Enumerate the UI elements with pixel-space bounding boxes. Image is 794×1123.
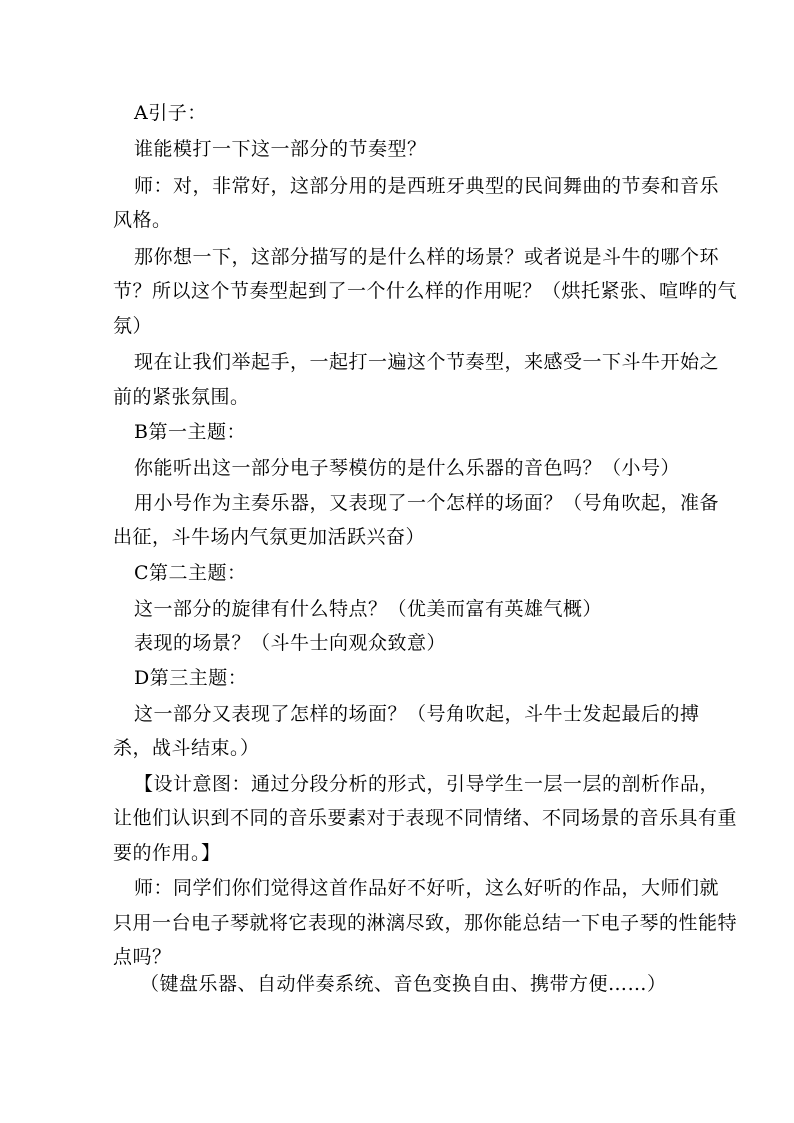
paragraph-line: 这一部分又表现了怎样的场面？（号角吹起，斗牛士发起最后的搏 — [134, 703, 700, 725]
paragraph-line: 现在让我们举起手，一起打一遍这个节奏型，来感受一下斗牛开始之 — [134, 351, 720, 373]
design-intent-line: 【设计意图：通过分段分析的形式，引导学生一层一层的剖析作品， — [134, 773, 720, 795]
paragraph-line: 谁能模打一下这一部分的节奏型？ — [134, 138, 427, 160]
paragraph-line: 出征，斗牛场内气氛更加活跃兴奋） — [113, 526, 426, 548]
paragraph-line: 那你想一下，这部分描写的是什么样的场景？或者说是斗牛的哪个环 — [134, 246, 720, 268]
paragraph-line: 师：对，非常好，这部分用的是西班牙典型的民间舞曲的节奏和音乐 — [134, 175, 720, 197]
design-intent-line: 要的作用。】 — [113, 842, 221, 864]
section-c-heading: C第二主题： — [134, 562, 247, 584]
paragraph-line: 这一部分的旋律有什么特点？（优美而富有英雄气概） — [134, 598, 603, 620]
paragraph-line: 师：同学们你们觉得这首作品好不好听，这么好听的作品，大师们就 — [134, 877, 720, 899]
summary-answer-line: （键盘乐器、自动伴奏系统、音色变换自由、携带方便……） — [140, 973, 667, 995]
paragraph-line: 点吗？ — [113, 946, 172, 968]
paragraph-line: 节？所以这个节奏型起到了一个什么样的作用呢？（烘托紧张、喧哗的气 — [113, 280, 738, 302]
paragraph-line: 风格。 — [113, 209, 172, 231]
section-b-heading: B第一主题： — [134, 421, 246, 443]
section-d-heading: D第三主题： — [134, 667, 248, 689]
section-a-heading: A引子： — [134, 102, 207, 124]
paragraph-line: 你能听出这一部分电子琴模仿的是什么乐器的音色吗？（小号） — [134, 457, 681, 479]
paragraph-line: 只用一台电子琴就将它表现的淋漓尽致，那你能总结一下电子琴的性能特 — [113, 912, 738, 934]
design-intent-line: 让他们认识到不同的音乐要素对于表现不同情绪、不同场景的音乐具有重 — [113, 807, 738, 829]
paragraph-line: 用小号作为主奏乐器，又表现了一个怎样的场面？（号角吹起，准备 — [134, 492, 720, 514]
paragraph-line: 杀，战斗结束。） — [113, 737, 260, 759]
paragraph-line: 氛） — [113, 315, 153, 337]
paragraph-line: 表现的场景？（斗牛士向观众致意） — [134, 632, 447, 654]
paragraph-line: 前的紧张氛围。 — [113, 386, 250, 408]
